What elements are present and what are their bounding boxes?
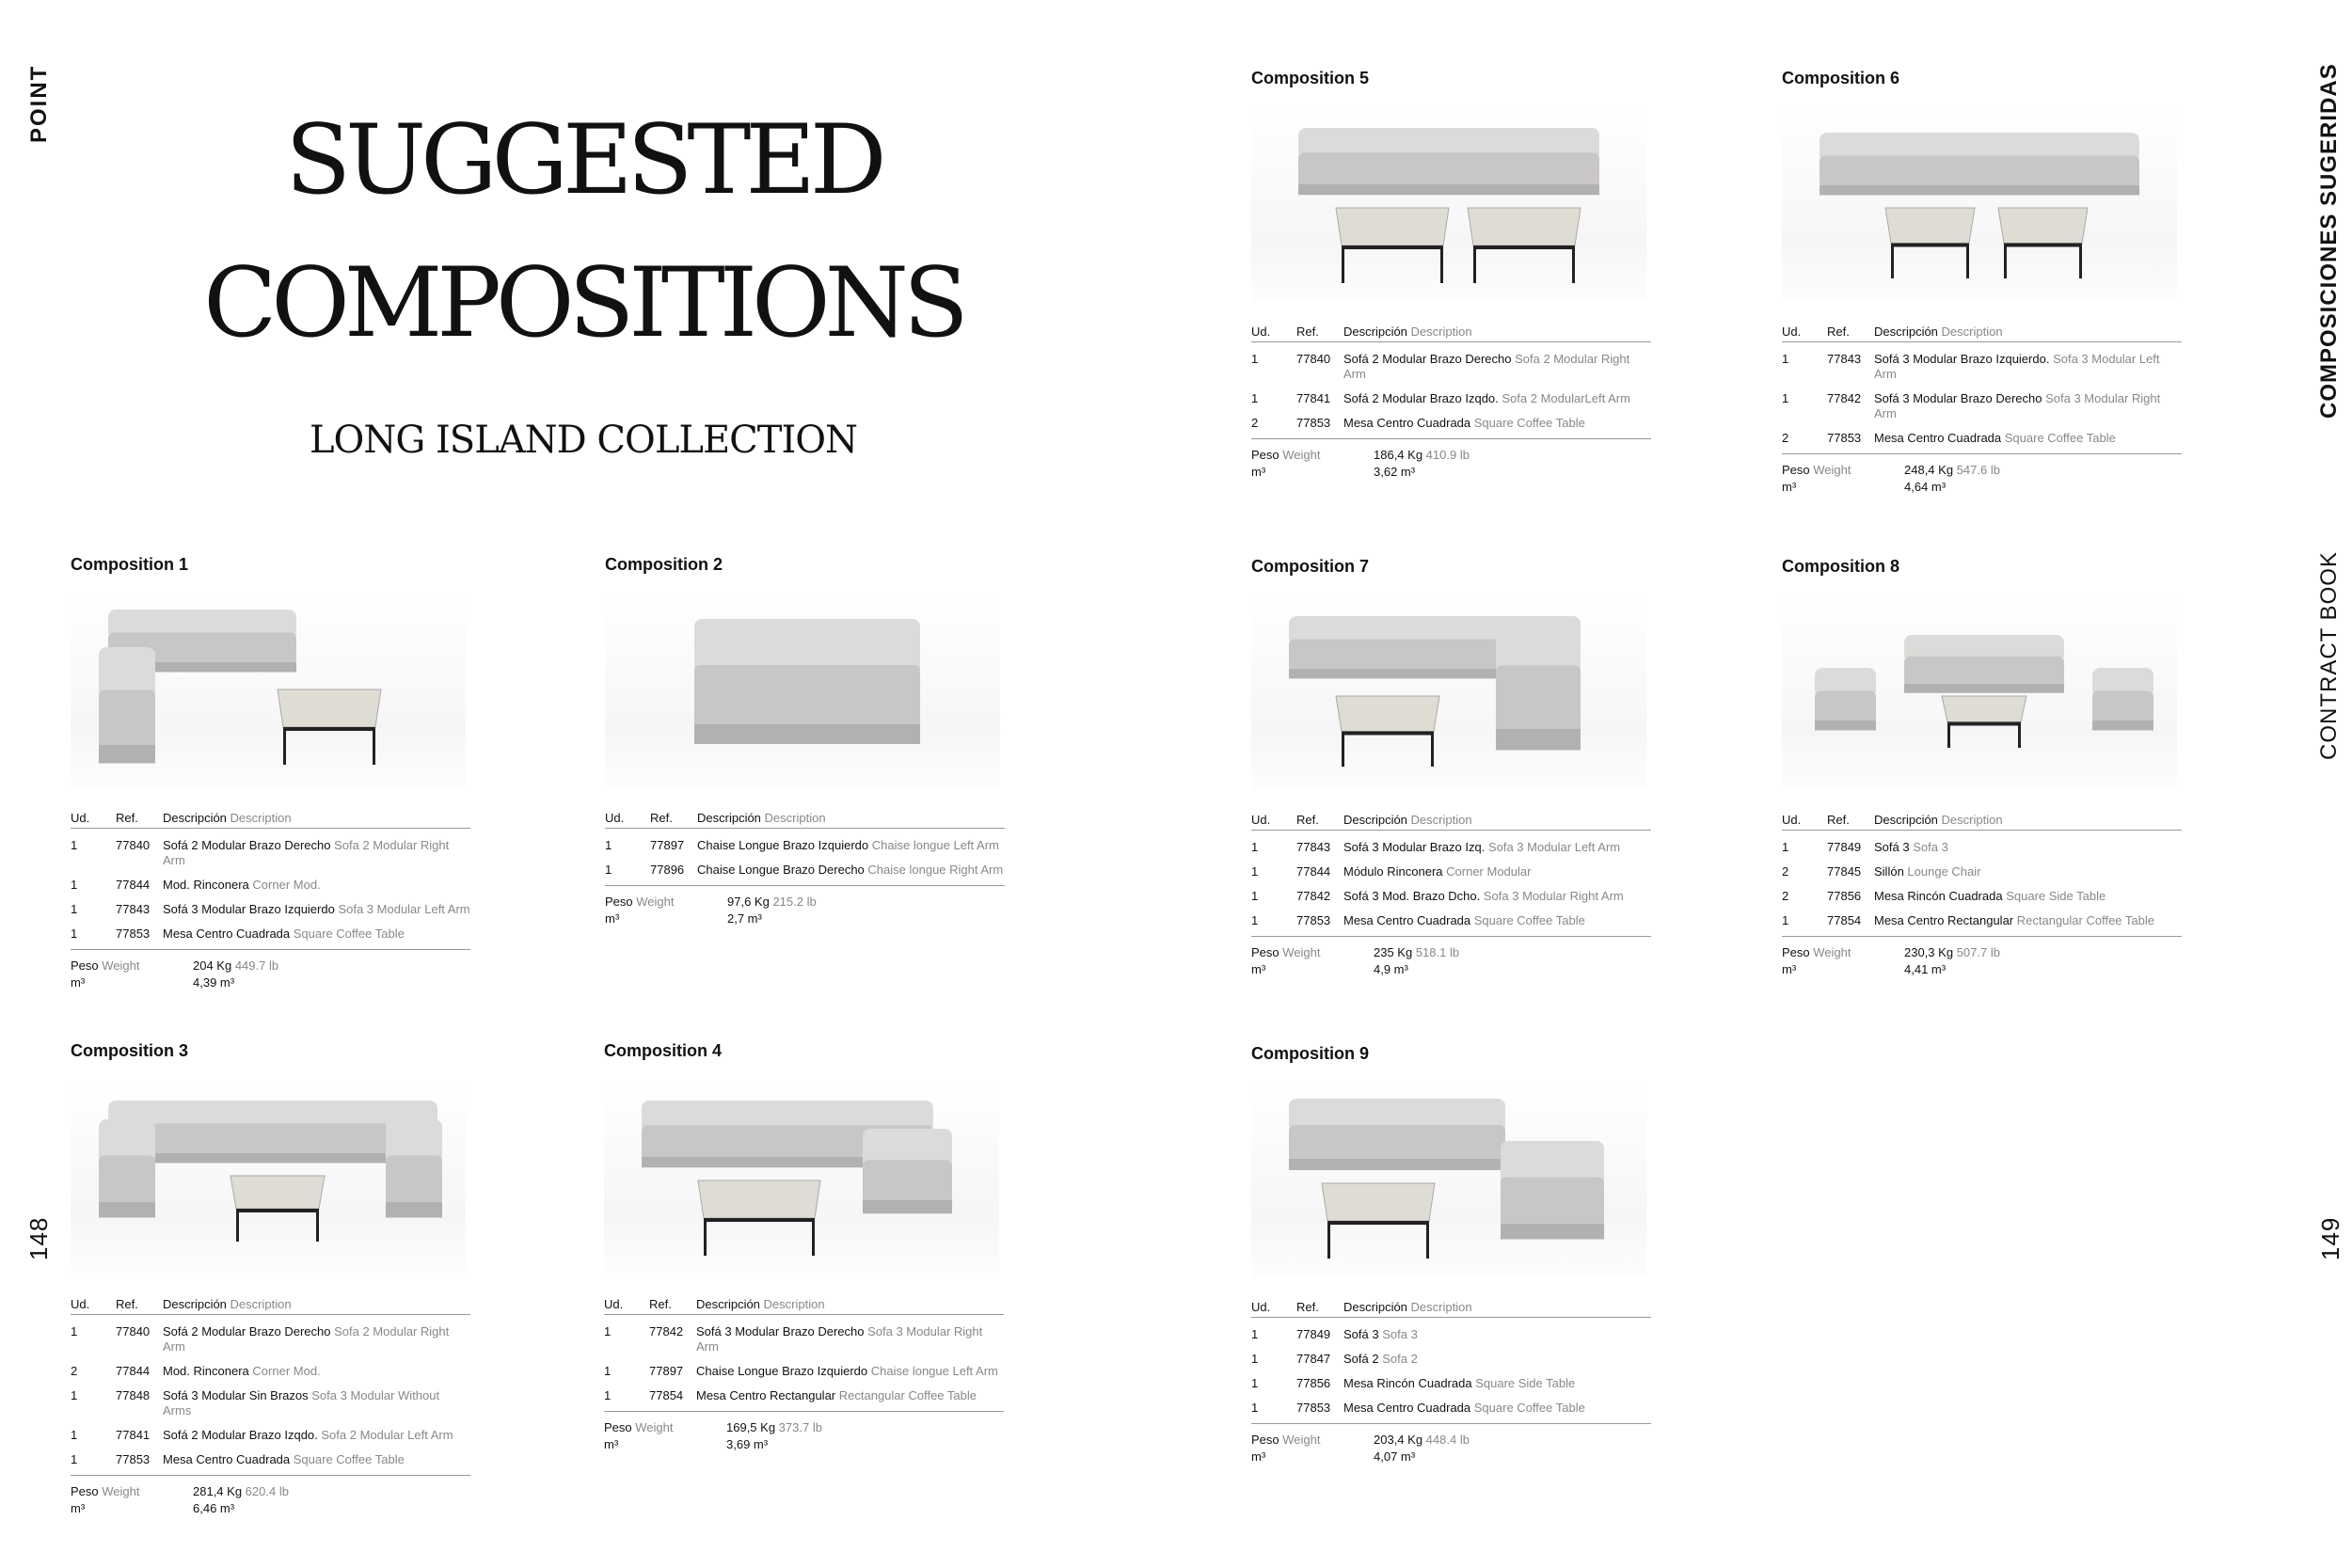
row-description: Mesa Centro Cuadrada Square Coffee Table <box>1874 431 2116 445</box>
table-row <box>605 838 1005 853</box>
volume-label: m³ <box>71 1501 86 1515</box>
row-ud: 1 <box>605 863 612 877</box>
weight-kg: 186,4 Kg <box>1374 448 1423 462</box>
row-ud: 1 <box>1251 352 1259 366</box>
table-row <box>71 927 470 942</box>
header-ref: Ref. <box>1827 325 1850 339</box>
composition-table <box>1782 813 2182 978</box>
row-description: Mesa Centro Rectangular Rectangular Coffee Table <box>696 1388 977 1402</box>
row-ud: 2 <box>71 1364 78 1378</box>
row-ref: 77840 <box>1296 352 1331 366</box>
composition-7 <box>1251 557 1656 976</box>
row-ref: 77849 <box>1827 840 1862 854</box>
composition-1 <box>71 555 475 990</box>
row-description: Mesa Centro Cuadrada Square Coffee Table <box>163 927 405 941</box>
row-description: Sofá 3 Modular Brazo Izq. Sofa 3 Modular Left Arm <box>1343 840 1621 854</box>
composition-title: Composition 7 <box>1251 557 1369 576</box>
volume-label: m³ <box>1782 480 1797 494</box>
row-ref: 77840 <box>116 1324 151 1338</box>
table-row <box>1782 864 2182 879</box>
volume-label: m³ <box>1251 465 1266 479</box>
row-ud: 1 <box>71 838 78 852</box>
composition-3 <box>71 1041 475 1515</box>
row-ref: 77844 <box>116 1364 151 1378</box>
row-ref: 77854 <box>649 1388 684 1402</box>
table-header <box>605 811 1005 829</box>
table-header <box>71 1297 470 1315</box>
weight-lb: 518.1 lb <box>1415 945 1460 959</box>
row-ud: 1 <box>71 927 78 941</box>
row-ud: 1 <box>1251 889 1259 903</box>
row-ref: 77841 <box>116 1428 151 1442</box>
row-ud: 2 <box>1782 431 1789 445</box>
table-row <box>71 838 470 868</box>
row-ud: 1 <box>1251 391 1259 405</box>
composition-photo <box>1251 1080 1646 1277</box>
volume-value: 4,07 m³ <box>1374 1449 1416 1464</box>
composition-photo <box>604 1077 999 1275</box>
weight-volume: Peso Weight m³ 97,6 Kg 215.2 lb 2,7 m³ <box>605 895 817 926</box>
weight-volume: Peso Weight m³ 248,4 Kg 547.6 lb 4,64 m³ <box>1782 463 2000 494</box>
row-ref: 77853 <box>116 1452 151 1466</box>
row-description: Sofá 2 Modular Brazo Derecho Sofa 2 Modular Right Arm <box>163 838 450 867</box>
table-header <box>1251 1300 1651 1318</box>
weight-label: Peso <box>604 1420 632 1434</box>
row-description: Sillón Lounge Chair <box>1874 864 1981 879</box>
weight-kg: 203,4 Kg <box>1374 1433 1423 1447</box>
header-ref: Ref. <box>1296 1300 1319 1314</box>
table-row <box>604 1324 1004 1354</box>
header-description: Descripción Description <box>696 1297 825 1311</box>
header-description: Descripción Description <box>1343 1300 1472 1314</box>
row-description: Sofá 2 Modular Brazo Izqdo. Sofa 2 Modular Left Arm <box>163 1428 453 1442</box>
table-row <box>1251 913 1651 928</box>
weight-label: Peso <box>1251 945 1279 959</box>
row-description: Sofá 3 Sofa 3 <box>1343 1327 1418 1341</box>
composition-9 <box>1251 1044 1656 1464</box>
table-row <box>1251 391 1651 406</box>
row-ud: 1 <box>71 1452 78 1466</box>
header-description: Descripción Description <box>163 811 292 825</box>
row-ref: 77841 <box>1296 391 1331 405</box>
row-ud: 1 <box>604 1388 612 1402</box>
composition-photo <box>71 1077 466 1275</box>
volume-label: m³ <box>1251 1449 1266 1464</box>
row-description: Mesa Centro Cuadrada Square Coffee Table <box>1343 913 1585 927</box>
composition-table <box>605 811 1005 927</box>
table-row <box>71 1324 470 1354</box>
volume-label: m³ <box>1782 962 1797 976</box>
table-header <box>71 811 470 829</box>
row-ud: 1 <box>1251 1352 1259 1366</box>
row-description: Sofá 3 Mod. Brazo Dcho. Sofa 3 Modular Right Arm <box>1343 889 1624 903</box>
composition-title: Composition 5 <box>1251 69 1369 87</box>
table-header <box>1782 325 2182 342</box>
composition-table <box>604 1297 1004 1453</box>
header-ud: Ud. <box>71 811 90 825</box>
table-row <box>1251 352 1651 382</box>
weight-volume: Peso Weight m³ 281,4 Kg 620.4 lb 6,46 m³ <box>71 1484 289 1515</box>
page-number-left: 148 <box>24 1216 53 1260</box>
table-row <box>1251 840 1651 855</box>
row-description: Sofá 3 Modular Brazo Izquierdo. Sofa 3 Modular Left Arm <box>1874 352 2160 381</box>
row-ref: 77840 <box>116 838 151 852</box>
table-row <box>1782 352 2182 382</box>
weight-label: Peso <box>605 895 633 909</box>
table-row <box>1782 913 2182 928</box>
composition-table <box>1782 325 2182 496</box>
section-title-es: COMPOSICIONES SUGERIDAS <box>2316 63 2342 419</box>
row-description: Sofá 2 Modular Brazo Izqdo. Sofa 2 ModularLeft Arm <box>1343 391 1630 405</box>
table-row <box>1251 864 1651 879</box>
composition-photo <box>1782 593 2177 790</box>
row-ud: 1 <box>1782 913 1789 927</box>
weight-volume: Peso Weight m³ 235 Kg 518.1 lb 4,9 m³ <box>1251 945 1460 976</box>
weight-kg: 235 Kg <box>1374 945 1413 959</box>
composition-title: Composition 3 <box>71 1041 188 1060</box>
table-header <box>604 1297 1004 1315</box>
weight-volume: Peso Weight m³ 169,5 Kg 373.7 lb 3,69 m³ <box>604 1420 822 1451</box>
table-row <box>1782 431 2182 446</box>
weight-lb: 410.9 lb <box>1425 448 1470 462</box>
table-row <box>1782 391 2182 421</box>
table-row <box>604 1364 1004 1379</box>
row-description: Sofá 3 Modular Brazo Derecho Sofa 3 Modular Right Arm <box>1874 391 2161 420</box>
table-row <box>71 878 470 893</box>
row-ref: 77897 <box>649 1364 684 1378</box>
header-ref: Ref. <box>1296 813 1319 827</box>
row-description: Sofá 3 Modular Brazo Derecho Sofa 3 Modular Right Arm <box>696 1324 983 1354</box>
header-ref: Ref. <box>116 1297 138 1311</box>
composition-title: Composition 9 <box>1251 1044 1369 1063</box>
table-header <box>1782 813 2182 831</box>
row-ud: 1 <box>1251 864 1259 879</box>
row-ud: 1 <box>605 838 612 852</box>
row-description: Chaise Longue Brazo Izquierdo Chaise longue Left Arm <box>697 838 999 852</box>
row-description: Sofá 2 Modular Brazo Derecho Sofa 2 Modular Right Arm <box>1343 352 1630 381</box>
header-ud: Ud. <box>605 811 625 825</box>
row-ref: 77844 <box>116 878 151 892</box>
header-ud: Ud. <box>1782 813 1802 827</box>
volume-value: 2,7 m³ <box>727 911 762 926</box>
row-ref: 77843 <box>1296 840 1331 854</box>
row-ud: 1 <box>1782 391 1789 405</box>
header-ref: Ref. <box>649 1297 672 1311</box>
row-description: Módulo Rinconera Corner Modular <box>1343 864 1532 879</box>
table-row <box>1251 1352 1651 1367</box>
table-row <box>604 1388 1004 1403</box>
table-header <box>1251 325 1651 342</box>
weight-lb: 373.7 lb <box>778 1420 822 1434</box>
row-ref: 77842 <box>649 1324 684 1338</box>
table-row <box>71 1364 470 1379</box>
weight-volume: Peso Weight m³ 203,4 Kg 448.4 lb 4,07 m³ <box>1251 1433 1470 1464</box>
header-ud: Ud. <box>1251 325 1271 339</box>
composition-title: Composition 6 <box>1782 69 1899 87</box>
table-row <box>1251 1376 1651 1391</box>
weight-lb: 449.7 lb <box>234 958 279 973</box>
row-ref: 77853 <box>1296 913 1331 927</box>
row-description: Sofá 3 Modular Sin Brazos Sofa 3 Modular Without Arms <box>163 1388 440 1418</box>
table-row <box>71 1452 470 1467</box>
weight-volume: Peso Weight m³ 230,3 Kg 507.7 lb 4,41 m³ <box>1782 945 2000 976</box>
header-ref: Ref. <box>116 811 138 825</box>
weight-volume: Peso Weight m³ 186,4 Kg 410.9 lb 3,62 m³ <box>1251 448 1470 479</box>
weight-kg: 97,6 Kg <box>727 895 770 909</box>
row-ref: 77848 <box>116 1388 151 1402</box>
row-ud: 1 <box>71 1324 78 1338</box>
header-description: Descripción Description <box>1874 325 2003 339</box>
weight-kg: 281,4 Kg <box>193 1484 243 1498</box>
brand-logo: POINT <box>26 64 52 143</box>
weight-label: Peso <box>1782 945 1810 959</box>
contract-book-label: CONTRACT BOOK <box>2316 551 2342 760</box>
weight-label: Peso <box>71 958 99 973</box>
volume-label: m³ <box>1251 962 1266 976</box>
row-description: Mod. Rinconera Corner Mod. <box>163 1364 321 1378</box>
row-ud: 1 <box>1251 1401 1259 1415</box>
weight-label: Peso <box>71 1484 99 1498</box>
volume-value: 4,64 m³ <box>1904 480 1947 494</box>
volume-label: m³ <box>71 975 86 990</box>
row-ref: 77847 <box>1296 1352 1331 1366</box>
composition-photo <box>71 591 466 788</box>
table-row <box>1251 889 1651 904</box>
table-row <box>71 902 470 917</box>
row-description: Mesa Centro Cuadrada Square Coffee Table <box>1343 416 1585 430</box>
volume-value: 3,62 m³ <box>1374 465 1416 479</box>
row-description: Mesa Rincón Cuadrada Square Side Table <box>1874 889 2106 903</box>
row-description: Chaise Longue Brazo Derecho Chaise longue Right Arm <box>697 863 1004 877</box>
row-ud: 1 <box>604 1324 612 1338</box>
row-ud: 1 <box>1782 352 1789 366</box>
weight-lb: 215.2 lb <box>772 895 817 909</box>
header-ud: Ud. <box>1251 813 1271 827</box>
row-ud: 1 <box>604 1364 612 1378</box>
weight-lb: 547.6 lb <box>1956 463 2000 477</box>
composition-photo <box>605 591 1000 788</box>
row-ud: 1 <box>1251 913 1259 927</box>
row-ud: 1 <box>1251 840 1259 854</box>
header-ud: Ud. <box>71 1297 90 1311</box>
row-ud: 1 <box>71 878 78 892</box>
header-ref: Ref. <box>1296 325 1319 339</box>
volume-value: 4,9 m³ <box>1374 962 1408 976</box>
composition-title: Composition 1 <box>71 555 188 574</box>
row-description: Sofá 2 Modular Brazo Derecho Sofa 2 Modular Right Arm <box>163 1324 450 1354</box>
row-ref: 77856 <box>1296 1376 1331 1390</box>
volume-value: 4,39 m³ <box>193 975 235 990</box>
volume-label: m³ <box>604 1437 619 1451</box>
row-ref: 77843 <box>1827 352 1862 366</box>
row-ref: 77842 <box>1827 391 1862 405</box>
header-ud: Ud. <box>604 1297 624 1311</box>
header-description: Descripción Description <box>163 1297 292 1311</box>
row-ref: 77853 <box>116 927 151 941</box>
composition-table <box>71 811 470 991</box>
row-description: Mod. Rinconera Corner Mod. <box>163 878 321 892</box>
composition-title: Composition 4 <box>604 1041 722 1060</box>
row-ud: 2 <box>1782 864 1789 879</box>
row-ud: 1 <box>1251 1376 1259 1390</box>
weight-label: Peso <box>1251 1433 1279 1447</box>
table-row <box>1251 416 1651 431</box>
heading-line-1: SUGGESTED <box>285 104 882 216</box>
composition-photo <box>1251 104 1646 302</box>
row-description: Mesa Centro Rectangular Rectangular Coffee Table <box>1874 913 2154 927</box>
weight-volume: Peso Weight m³ 204 Kg 449.7 lb 4,39 m³ <box>71 958 279 990</box>
composition-title: Composition 8 <box>1782 557 1899 576</box>
header-ref: Ref. <box>650 811 673 825</box>
row-description: Sofá 3 Sofa 3 <box>1874 840 1948 854</box>
composition-4 <box>604 1041 1009 1451</box>
composition-table <box>1251 813 1651 978</box>
composition-photo <box>1251 593 1646 790</box>
row-ref: 77842 <box>1296 889 1331 903</box>
composition-6 <box>1782 69 2186 494</box>
table-row <box>71 1388 470 1418</box>
volume-label: m³ <box>605 911 620 926</box>
weight-kg: 204 Kg <box>193 958 232 973</box>
composition-photo <box>1782 104 2177 302</box>
row-description: Mesa Centro Cuadrada Square Coffee Table <box>163 1452 405 1466</box>
composition-8 <box>1782 557 2186 976</box>
table-header <box>1251 813 1651 831</box>
weight-kg: 230,3 Kg <box>1904 945 1954 959</box>
collection-name: LONG ISLAND COLLECTION <box>309 419 858 462</box>
composition-table <box>71 1297 470 1517</box>
table-row <box>1782 840 2182 855</box>
row-description: Chaise Longue Brazo Izquierdo Chaise longue Left Arm <box>696 1364 998 1378</box>
row-ref: 77849 <box>1296 1327 1331 1341</box>
row-ref: 77853 <box>1827 431 1862 445</box>
header-description: Descripción Description <box>697 811 826 825</box>
volume-value: 4,41 m³ <box>1904 962 1947 976</box>
table-row <box>71 1428 470 1443</box>
weight-label: Peso <box>1251 448 1279 462</box>
weight-lb: 507.7 lb <box>1956 945 2000 959</box>
row-ud: 1 <box>1782 840 1789 854</box>
header-description: Descripción Description <box>1343 325 1472 339</box>
volume-value: 3,69 m³ <box>726 1437 769 1451</box>
row-ref: 77853 <box>1296 1401 1331 1415</box>
weight-lb: 620.4 lb <box>245 1484 289 1498</box>
page-number-right: 149 <box>2316 1216 2344 1260</box>
row-ud: 1 <box>1251 1327 1259 1341</box>
header-ud: Ud. <box>1251 1300 1271 1314</box>
row-ref: 77854 <box>1827 913 1862 927</box>
row-description: Mesa Rincón Cuadrada Square Side Table <box>1343 1376 1576 1390</box>
heading-line-2: COMPOSITIONS <box>203 247 963 359</box>
row-ref: 77853 <box>1296 416 1331 430</box>
composition-table <box>1251 325 1651 481</box>
row-ref: 77843 <box>116 902 151 916</box>
weight-lb: 448.4 lb <box>1425 1433 1470 1447</box>
composition-title: Composition 2 <box>605 555 723 574</box>
row-ref: 77896 <box>650 863 685 877</box>
row-ud: 1 <box>71 1388 78 1402</box>
header-description: Descripción Description <box>1874 813 2003 827</box>
row-ud: 1 <box>71 902 78 916</box>
row-description: Mesa Centro Cuadrada Square Coffee Table <box>1343 1401 1585 1415</box>
table-row <box>605 863 1005 878</box>
weight-kg: 248,4 Kg <box>1904 463 1954 477</box>
weight-kg: 169,5 Kg <box>726 1420 776 1434</box>
weight-label: Peso <box>1782 463 1810 477</box>
composition-2 <box>605 555 1009 926</box>
row-ud: 2 <box>1251 416 1259 430</box>
row-ref: 77856 <box>1827 889 1862 903</box>
header-description: Descripción Description <box>1343 813 1472 827</box>
composition-5 <box>1251 69 1656 479</box>
table-row <box>1251 1401 1651 1416</box>
volume-value: 6,46 m³ <box>193 1501 235 1515</box>
row-ref: 77897 <box>650 838 685 852</box>
composition-table <box>1251 1300 1651 1465</box>
row-ud: 2 <box>1782 889 1789 903</box>
row-ref: 77844 <box>1296 864 1331 879</box>
row-ud: 1 <box>71 1428 78 1442</box>
row-description: Sofá 3 Modular Brazo Izquierdo Sofa 3 Modular Left Arm <box>163 902 470 916</box>
row-description: Sofá 2 Sofa 2 <box>1343 1352 1418 1366</box>
table-row <box>1782 889 2182 904</box>
header-ud: Ud. <box>1782 325 1802 339</box>
header-ref: Ref. <box>1827 813 1850 827</box>
table-row <box>1251 1327 1651 1342</box>
row-ref: 77845 <box>1827 864 1862 879</box>
